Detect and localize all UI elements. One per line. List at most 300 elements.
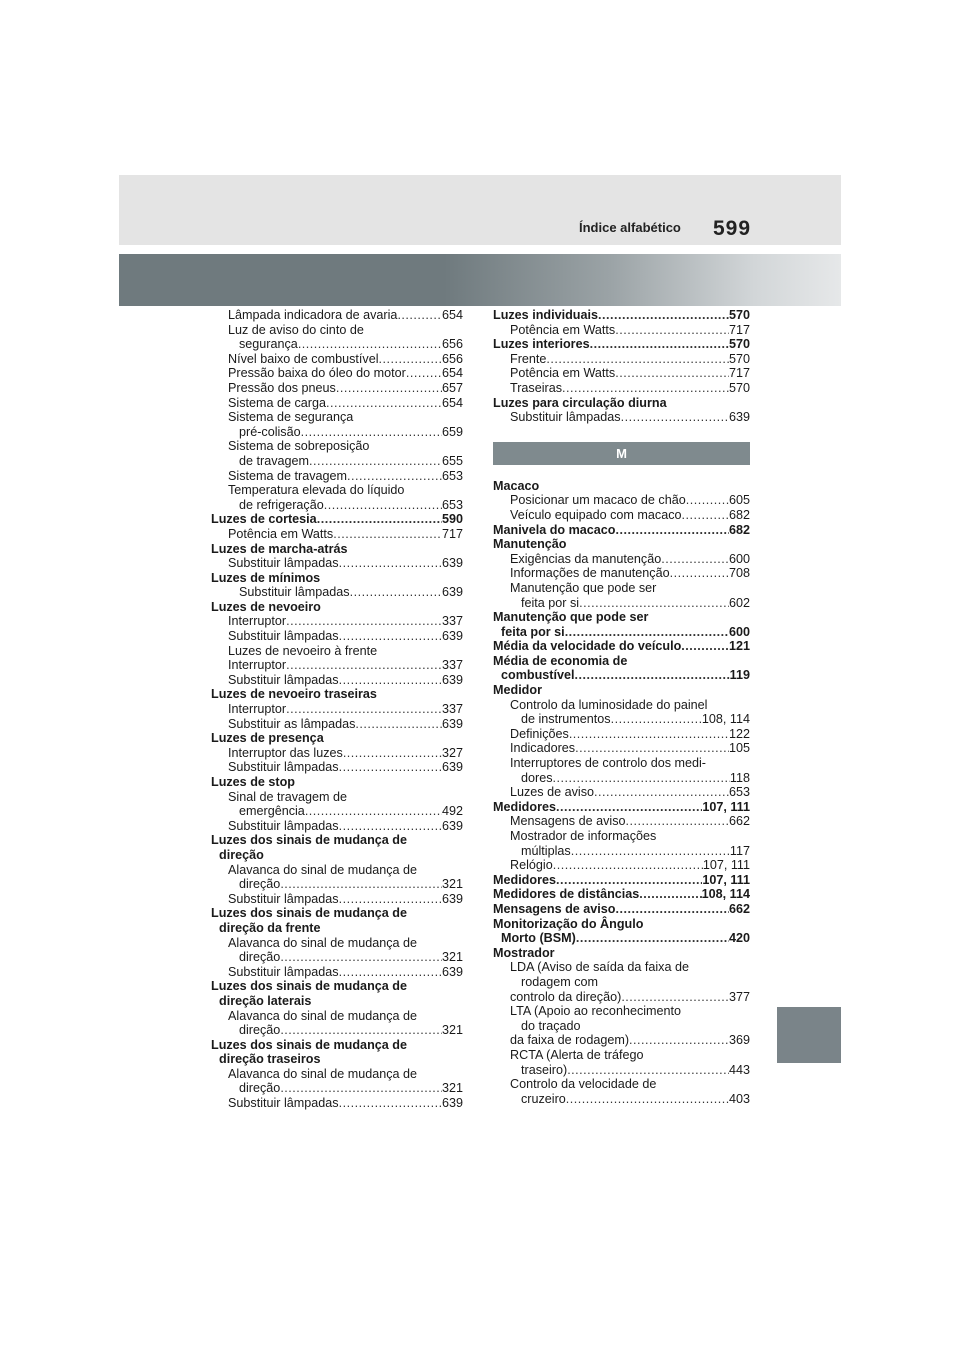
dot-leader <box>280 950 442 965</box>
index-subheading: Sistema de sobreposição <box>228 439 370 454</box>
entry-page-ref[interactable]: 708 <box>728 566 750 581</box>
index-entry[interactable] <box>493 800 750 815</box>
dot-leader <box>575 741 729 756</box>
index-subheading: rodagem com <box>521 974 598 989</box>
entry-term: Interruptor <box>228 614 287 629</box>
index-subheading: Mostrador de informações <box>510 829 657 843</box>
index-entry[interactable] <box>211 1096 463 1111</box>
index-subheading: LTA (Apoio ao reconhecimento <box>510 1004 682 1019</box>
dot-leader <box>639 887 701 902</box>
index-entry[interactable] <box>493 493 750 508</box>
dot-leader <box>574 668 729 683</box>
entry-term: Sistema de carga <box>228 395 327 410</box>
entry-page-ref[interactable]: 570 <box>728 308 750 322</box>
dot-leader <box>350 585 442 600</box>
entry-page-ref[interactable]: 327 <box>441 745 463 760</box>
entry-page-ref[interactable]: 377 <box>728 989 750 1004</box>
entry-page-ref[interactable]: 654 <box>441 395 463 410</box>
entry-term: Interruptor das luzes <box>228 745 343 760</box>
entry-page-ref[interactable]: 403 <box>728 1091 750 1106</box>
entry-page-ref[interactable]: 108, 114 <box>701 887 750 902</box>
dot-leader <box>397 308 442 323</box>
index-heading: Monitorização do Ângulo <box>493 916 644 931</box>
index-subheading: Temperatura elevada do líquido <box>228 483 405 498</box>
index-entry[interactable] <box>493 410 750 425</box>
entry-page-ref[interactable]: 107, 111 <box>702 872 750 887</box>
entry-page-ref[interactable]: 321 <box>441 1023 463 1038</box>
index-entry[interactable] <box>493 931 750 946</box>
index-entry[interactable] <box>493 873 750 888</box>
entry-term: de travagem <box>239 453 310 468</box>
entry-term: múltiplas <box>521 843 571 858</box>
entry-term: dores <box>521 770 553 785</box>
index-subheading: Interruptores de controlo dos medi- <box>510 756 707 771</box>
entry-term: feita por si <box>501 624 565 639</box>
entry-term: Substituir lâmpadas <box>228 1096 339 1111</box>
entry-term: direção <box>239 1081 281 1096</box>
entry-term: cruzeiro <box>521 1091 566 1106</box>
index-entry[interactable] <box>211 585 463 600</box>
dot-leader <box>339 760 442 775</box>
entry-term: Frente <box>510 351 547 366</box>
dot-leader <box>286 614 442 629</box>
entry-term: Substituir lâmpadas <box>228 760 339 775</box>
entry-page-ref[interactable]: 717 <box>728 322 750 337</box>
entry-term: Substituir lâmpadas <box>228 672 339 687</box>
index-entry[interactable] <box>493 323 750 338</box>
entry-page-ref[interactable]: 682 <box>728 507 750 522</box>
entry-page-ref[interactable]: 107, 111 <box>702 799 750 814</box>
dot-leader <box>565 625 729 640</box>
index-entry[interactable] <box>211 396 463 411</box>
index-subheading: Alavanca do sinal de mudança de <box>228 1008 418 1023</box>
entry-term: Relógio <box>510 858 553 873</box>
dot-leader <box>339 1096 442 1111</box>
entry-term: Medidores <box>493 799 556 814</box>
entry-page-ref[interactable]: 321 <box>441 950 463 965</box>
dot-leader <box>305 804 442 819</box>
dot-leader <box>594 785 729 800</box>
entry-page-ref[interactable]: 653 <box>728 785 750 800</box>
entry-term: de refrigeração <box>239 497 324 512</box>
index-entry[interactable] <box>211 352 463 367</box>
entry-page-ref[interactable]: 420 <box>728 931 750 946</box>
index-entry[interactable] <box>493 741 750 756</box>
index-entry[interactable] <box>493 566 750 581</box>
entry-term: Medidores <box>493 872 556 887</box>
entry-page-ref[interactable]: 639 <box>441 716 463 731</box>
entry-term: Substituir lâmpadas <box>239 585 350 600</box>
dot-leader <box>579 596 729 611</box>
dot-leader <box>576 931 729 946</box>
index-entry[interactable] <box>493 337 750 352</box>
index-heading: Luzes dos sinais de mudança de <box>211 1037 407 1052</box>
dot-leader <box>670 566 729 581</box>
index-entry[interactable] <box>493 844 750 859</box>
dot-leader <box>406 366 442 381</box>
entry-term: da faixa de rodagem) <box>510 1033 630 1048</box>
entry-term: Luzes individuais <box>493 308 598 322</box>
entry-term: Mensagens de aviso <box>493 901 616 916</box>
entry-term: Exigências da manutenção <box>510 551 662 566</box>
entry-term: Interruptor <box>228 658 287 673</box>
entry-page-ref[interactable]: 118 <box>729 770 750 785</box>
index-entry[interactable] <box>211 337 463 352</box>
entry-term: Substituir lâmpadas <box>228 818 339 833</box>
entry-term: Nível baixo de combustível <box>228 351 379 366</box>
dot-leader <box>661 552 729 567</box>
entry-term: Pressão baixa do óleo do motor <box>228 366 406 381</box>
index-entry[interactable] <box>493 668 750 683</box>
entry-page-ref[interactable]: 602 <box>728 595 750 610</box>
dot-leader <box>621 410 729 425</box>
dot-leader <box>553 858 703 873</box>
entry-term: Substituir as lâmpadas <box>228 716 356 731</box>
index-entry[interactable] <box>211 614 463 629</box>
index-entry[interactable] <box>493 990 750 1005</box>
index-entry[interactable] <box>211 877 463 892</box>
dot-leader <box>546 352 729 367</box>
index-heading: direção <box>219 847 264 862</box>
section-header: M <box>493 442 750 465</box>
entry-term: combustível <box>501 668 575 683</box>
index-entry[interactable] <box>493 902 750 917</box>
dot-leader <box>326 396 442 411</box>
dot-leader <box>339 965 442 980</box>
entry-page-ref[interactable]: 655 <box>441 453 463 468</box>
index-entry[interactable] <box>211 454 463 469</box>
dot-leader <box>556 873 702 888</box>
entry-page-ref[interactable]: 121 <box>728 639 750 654</box>
index-heading: Medidor <box>493 683 542 698</box>
index-entry[interactable] <box>211 950 463 965</box>
index-column-right <box>493 308 750 1106</box>
index-heading: Luzes para circulação diurna <box>493 395 667 410</box>
entry-term: Luzes de aviso <box>510 785 595 800</box>
entry-term: direção <box>239 877 281 892</box>
index-subheading: Manutenção que pode ser <box>510 580 657 595</box>
dot-leader <box>686 493 729 508</box>
index-entry[interactable] <box>493 552 750 567</box>
entry-page-ref[interactable]: 321 <box>441 877 463 892</box>
dot-leader <box>343 746 442 761</box>
index-entry[interactable] <box>493 712 750 727</box>
page-number: 599 <box>713 217 752 240</box>
index-entry[interactable] <box>493 814 750 829</box>
entry-term: Substituir lâmpadas <box>228 629 339 644</box>
entry-page-ref[interactable]: 337 <box>441 702 463 717</box>
entry-page-ref[interactable]: 654 <box>441 308 463 322</box>
dot-leader <box>598 308 729 323</box>
index-entry[interactable] <box>493 639 750 654</box>
index-entry[interactable] <box>211 717 463 732</box>
entry-term: Média da velocidade do veículo <box>493 639 682 654</box>
entry-term: Potência em Watts <box>228 526 334 541</box>
dot-leader <box>333 527 442 542</box>
index-entry[interactable] <box>211 673 463 688</box>
entry-term: emergência <box>239 804 305 819</box>
entry-page-ref[interactable]: 639 <box>441 556 463 571</box>
index-entry[interactable] <box>211 381 463 396</box>
dot-leader <box>621 990 729 1005</box>
index-entry[interactable] <box>211 892 463 907</box>
entry-page-ref[interactable]: 639 <box>441 672 463 687</box>
entry-page-ref[interactable]: 107, 111 <box>702 858 750 873</box>
index-entry[interactable] <box>211 425 463 440</box>
index-entry[interactable] <box>493 785 750 800</box>
entry-page-ref[interactable]: 656 <box>441 351 463 366</box>
index-heading: direção laterais <box>219 993 312 1008</box>
index-entry[interactable] <box>211 629 463 644</box>
entry-page-ref[interactable]: 717 <box>728 366 750 381</box>
entry-page-ref[interactable]: 570 <box>728 351 750 366</box>
entry-page-ref[interactable]: 639 <box>728 410 750 425</box>
entry-term: Medidores de distâncias <box>493 887 640 902</box>
index-subheading: RCTA (Alerta de tráfego <box>510 1047 644 1062</box>
dot-leader <box>280 1081 442 1096</box>
index-entry[interactable] <box>493 1063 750 1078</box>
dot-leader <box>611 712 702 727</box>
index-heading: Luzes dos sinais de mudança de <box>211 833 407 848</box>
index-subheading: do traçado <box>521 1018 581 1033</box>
entry-term: Traseiras <box>510 380 563 395</box>
entry-page-ref[interactable]: 639 <box>441 818 463 833</box>
index-entry[interactable] <box>493 523 750 538</box>
entry-page-ref[interactable]: 653 <box>441 497 463 512</box>
dot-leader <box>615 323 729 338</box>
entry-page-ref[interactable]: 570 <box>728 380 750 395</box>
page-header-title: Índice alfabético <box>579 220 681 235</box>
entry-term: Luzes interiores <box>493 337 590 352</box>
entry-term: Sistema de travagem <box>228 468 347 483</box>
dot-leader <box>324 498 442 513</box>
index-heading: direção traseiros <box>219 1052 321 1067</box>
entry-page-ref[interactable]: 717 <box>441 526 463 541</box>
dot-leader <box>298 337 442 352</box>
dot-leader <box>616 902 729 917</box>
entry-term: segurança <box>239 337 298 352</box>
entry-page-ref[interactable]: 443 <box>728 1062 750 1077</box>
index-subheading: Sistema de segurança <box>228 410 354 425</box>
dot-leader <box>280 1023 442 1038</box>
index-entry[interactable] <box>211 527 463 542</box>
entry-page-ref[interactable]: 600 <box>728 624 750 639</box>
entry-term: Informações de manutenção <box>510 566 670 581</box>
index-entry[interactable] <box>211 1023 463 1038</box>
index-entry[interactable] <box>211 702 463 717</box>
entry-term: Interruptor <box>228 702 287 717</box>
index-subheading: Alavanca do sinal de mudança de <box>228 1066 418 1081</box>
index-entry[interactable] <box>211 512 463 527</box>
entry-page-ref[interactable]: 492 <box>441 804 463 819</box>
index-heading: Luzes dos sinais de mudança de <box>211 979 407 994</box>
index-entry[interactable] <box>211 498 463 513</box>
index-entry[interactable] <box>211 658 463 673</box>
index-heading: Manutenção que pode ser <box>493 610 649 625</box>
index-heading: Mostrador <box>493 945 555 960</box>
dot-leader <box>571 844 730 859</box>
entry-page-ref[interactable]: 369 <box>728 1033 750 1048</box>
index-entry[interactable] <box>493 1092 750 1107</box>
entry-page-ref[interactable]: 590 <box>441 512 463 527</box>
index-entry[interactable] <box>211 556 463 571</box>
index-heading: Luzes de mínimos <box>211 570 321 585</box>
index-entry[interactable] <box>211 760 463 775</box>
entry-term: Definições <box>510 726 569 741</box>
entry-term: Potência em Watts <box>510 366 616 381</box>
entry-term: direção <box>239 950 281 965</box>
dot-leader <box>629 1033 729 1048</box>
entry-page-ref[interactable]: 639 <box>441 629 463 644</box>
index-entry[interactable] <box>493 381 750 396</box>
entry-page-ref[interactable]: 682 <box>728 522 750 537</box>
index-heading: Luzes de marcha-atrás <box>211 541 348 556</box>
entry-page-ref[interactable]: 122 <box>728 726 750 741</box>
dot-leader <box>286 658 442 673</box>
dot-leader <box>286 702 442 717</box>
entry-term: Mensagens de aviso <box>510 814 626 829</box>
index-entry[interactable] <box>211 965 463 980</box>
index-heading: Média de economia de <box>493 653 628 668</box>
entry-page-ref[interactable]: 639 <box>441 891 463 906</box>
dot-leader <box>615 366 729 381</box>
entry-page-ref[interactable]: 337 <box>441 658 463 673</box>
index-heading: Manutenção <box>493 537 567 552</box>
index-column-left <box>211 308 463 1111</box>
entry-term: pré-colisão <box>239 424 301 439</box>
index-entry[interactable] <box>493 308 750 323</box>
entry-page-ref[interactable]: 105 <box>728 741 750 756</box>
index-heading: Luzes de presença <box>211 731 324 746</box>
entry-page-ref[interactable]: 659 <box>441 424 463 439</box>
index-heading: Luzes dos sinais de mudança de <box>211 906 407 921</box>
index-subheading: Sinal de travagem de <box>228 789 348 804</box>
index-entry[interactable] <box>493 366 750 381</box>
entry-term: Substituir lâmpadas <box>510 410 621 425</box>
entry-term: Substituir lâmpadas <box>228 891 339 906</box>
dot-leader <box>567 1063 729 1078</box>
dot-leader <box>681 639 729 654</box>
entry-page-ref[interactable]: 639 <box>441 760 463 775</box>
entry-page-ref[interactable]: 654 <box>441 366 463 381</box>
index-entry[interactable] <box>493 508 750 523</box>
entry-page-ref[interactable]: 639 <box>441 1096 463 1111</box>
entry-page-ref[interactable]: 653 <box>441 468 463 483</box>
entry-term: controlo da direção) <box>510 989 622 1004</box>
dot-leader <box>590 337 729 352</box>
index-heading: Luzes de nevoeiro <box>211 599 321 614</box>
dot-leader <box>626 814 729 829</box>
dot-leader <box>280 877 442 892</box>
index-entry[interactable] <box>493 625 750 640</box>
entry-page-ref[interactable]: 662 <box>728 901 750 916</box>
index-entry[interactable] <box>211 819 463 834</box>
index-entry[interactable] <box>211 469 463 484</box>
index-entry[interactable] <box>493 727 750 742</box>
index-heading: Macaco <box>493 478 540 493</box>
dot-leader <box>682 508 729 523</box>
entry-page-ref[interactable]: 108, 114 <box>701 712 750 727</box>
entry-page-ref[interactable]: 337 <box>441 614 463 629</box>
index-entry[interactable] <box>493 352 750 367</box>
dot-leader <box>355 717 442 732</box>
entry-term: de instrumentos <box>521 712 611 727</box>
entry-page-ref[interactable]: 662 <box>728 814 750 829</box>
dot-leader <box>569 727 729 742</box>
entry-page-ref[interactable]: 119 <box>729 668 750 683</box>
entry-term: traseiro) <box>521 1062 568 1077</box>
entry-term: feita por si <box>521 595 580 610</box>
entry-page-ref[interactable]: 657 <box>441 380 463 395</box>
entry-term: Manivela do macaco <box>493 522 616 537</box>
dot-leader <box>562 381 729 396</box>
dot-leader <box>616 523 729 538</box>
dot-leader <box>556 800 702 815</box>
index-entry[interactable] <box>493 771 750 786</box>
dot-leader <box>339 556 442 571</box>
index-heading: Luzes de stop <box>211 775 295 789</box>
dot-leader <box>339 819 442 834</box>
entry-term: Potência em Watts <box>510 322 616 337</box>
entry-term: Luzes de cortesia <box>211 512 317 527</box>
entry-term: Veículo equipado com macaco <box>510 507 682 522</box>
entry-term: direção <box>239 1023 281 1038</box>
index-entry[interactable] <box>493 1033 750 1048</box>
entry-page-ref[interactable]: 605 <box>728 493 750 508</box>
dot-leader <box>553 771 730 786</box>
entry-term: Posicionar um macaco de chão <box>510 493 686 508</box>
dot-leader <box>336 381 442 396</box>
index-subheading: Controlo da velocidade de <box>510 1077 657 1092</box>
entry-page-ref[interactable]: 656 <box>441 337 463 352</box>
index-entry[interactable] <box>211 366 463 381</box>
index-subheading: Alavanca do sinal de mudança de <box>228 935 418 950</box>
index-subheading: Alavanca do sinal de mudança de <box>228 862 418 877</box>
index-entry[interactable] <box>493 596 750 611</box>
index-entry[interactable] <box>493 887 750 902</box>
index-entry[interactable] <box>211 1081 463 1096</box>
index-entry[interactable] <box>211 746 463 761</box>
entry-term: Pressão dos pneus <box>228 380 336 395</box>
index-entry[interactable] <box>211 308 463 323</box>
section-thumb-tab <box>777 1007 841 1063</box>
index-subheading: Luz de aviso do cinto de <box>228 322 364 337</box>
entry-page-ref[interactable]: 639 <box>441 585 463 600</box>
dot-leader <box>566 1092 729 1107</box>
entry-term: Lâmpada indicadora de avaria <box>228 308 398 322</box>
dot-leader <box>301 425 442 440</box>
index-subheading: Luzes de nevoeiro à frente <box>228 643 378 658</box>
dot-leader <box>309 454 442 469</box>
entry-page-ref[interactable]: 117 <box>729 843 750 858</box>
index-entry[interactable] <box>211 804 463 819</box>
entry-term: Indicadores <box>510 741 576 756</box>
entry-page-ref[interactable]: 570 <box>728 337 750 352</box>
entry-page-ref[interactable]: 639 <box>441 964 463 979</box>
entry-page-ref[interactable]: 600 <box>728 551 750 566</box>
dot-leader <box>347 469 442 484</box>
index-subheading: LDA (Aviso de saída da faixa de <box>510 960 689 975</box>
entry-page-ref[interactable]: 321 <box>441 1081 463 1096</box>
index-subheading: Controlo da luminosidade do painel <box>510 697 708 712</box>
dot-leader <box>317 512 442 527</box>
entry-term: Substituir lâmpadas <box>228 556 339 571</box>
dot-leader <box>379 352 442 367</box>
index-heading: Luzes de nevoeiro traseiras <box>211 687 377 702</box>
index-entry[interactable] <box>493 858 750 873</box>
header-gradient-band <box>119 254 841 306</box>
entry-term: Substituir lâmpadas <box>228 964 339 979</box>
